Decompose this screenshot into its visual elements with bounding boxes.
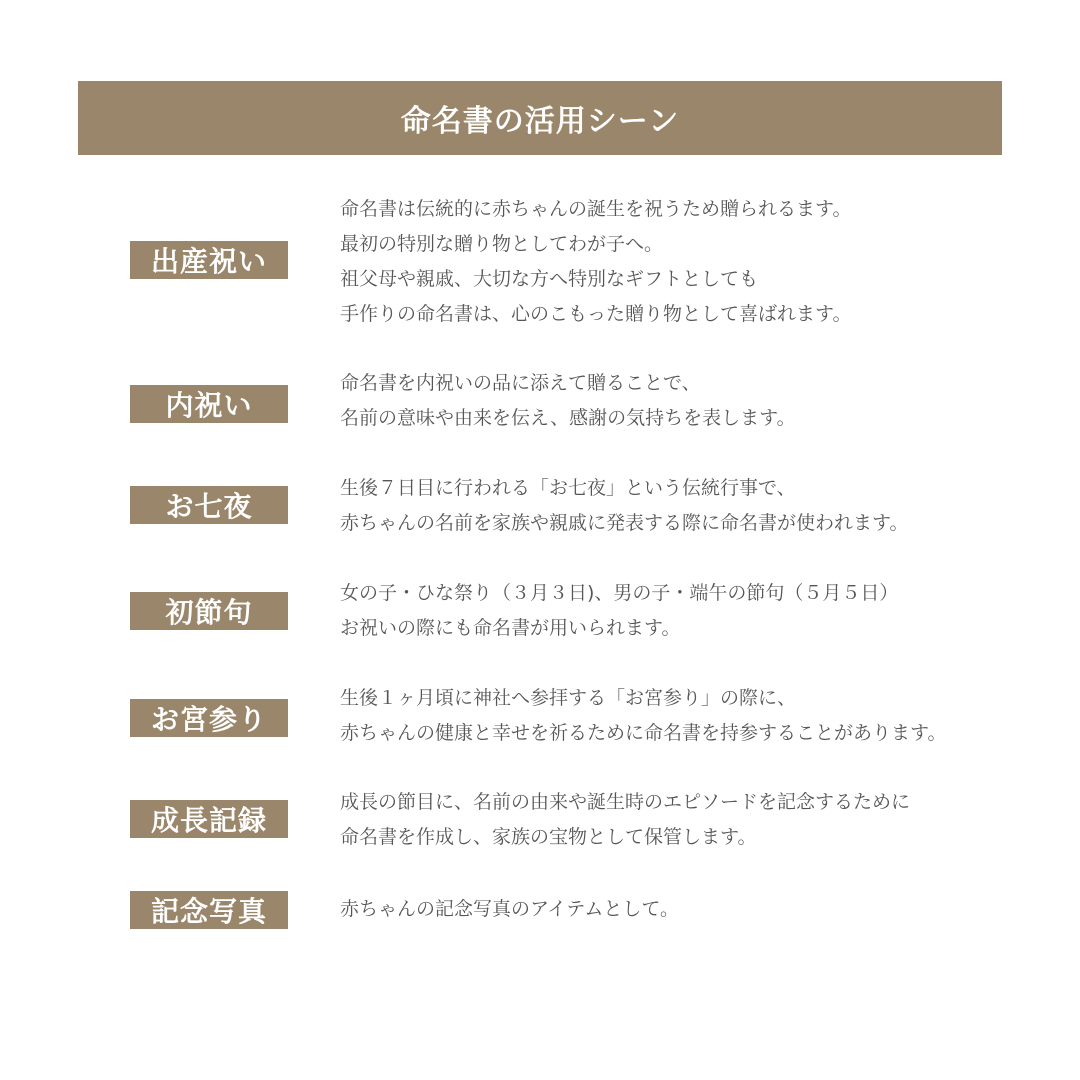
description-line: 名前の意味や由来を伝え、感謝の気持ちを表します。 <box>340 407 796 429</box>
description-line: 赤ちゃんの記念写真のアイテムとして。 <box>340 898 679 920</box>
description-line: 命名書を内祝いの品に添えて贈ることで、 <box>340 372 701 394</box>
scene-label: 内祝い <box>130 385 288 423</box>
header-bar <box>78 81 1002 155</box>
description-line: 赤ちゃんの名前を家族や親戚に発表する際に命名書が使われます。 <box>340 512 909 534</box>
description-line: 最初の特別な贈り物としてわが子へ。 <box>340 233 664 255</box>
description-line: 生後７日目に行われる「お七夜」という伝統行事で、 <box>340 477 796 499</box>
scene-description <box>340 192 1040 332</box>
description-line: 命名書を作成し、家族の宝物として保管します。 <box>340 826 757 848</box>
description-line: お祝いの際にも命名書が用いられます。 <box>340 617 681 639</box>
scene-label: 出産祝い <box>130 241 288 279</box>
description-line: 赤ちゃんの健康と幸せを祈るために命名書を持参することがあります。 <box>340 722 947 744</box>
scene-description <box>340 892 1040 927</box>
scene-label: 成長記録 <box>130 800 288 838</box>
description-line: 手作りの命名書は、心のこもった贈り物として喜ばれます。 <box>340 303 852 325</box>
scene-description <box>340 785 1040 855</box>
scene-label: 初節句 <box>130 592 288 630</box>
scene-description <box>340 681 1040 751</box>
description-line: 祖父母や親戚、大切な方へ特別なギフトとしても <box>340 268 759 290</box>
scene-description <box>340 366 1040 436</box>
scene-description <box>340 576 1040 646</box>
scene-description <box>340 471 1040 541</box>
description-line: 命名書は伝統的に赤ちゃんの誕生を祝うため贈られるます。 <box>340 198 852 220</box>
scene-label: お宮参り <box>130 699 288 737</box>
description-line: 女の子・ひな祭り（３月３日)、男の子・端午の節句（５月５日） <box>340 582 899 604</box>
scene-label: お七夜 <box>130 486 288 524</box>
description-line: 生後１ヶ月頃に神社へ参拝する「お宮参り」の際に、 <box>340 687 797 709</box>
scene-label: 記念写真 <box>130 891 288 929</box>
description-line: 成長の節目に、名前の由来や誕生時のエピソードを記念するために <box>340 791 911 813</box>
page-title: 命名書の活用シーン <box>400 104 680 139</box>
